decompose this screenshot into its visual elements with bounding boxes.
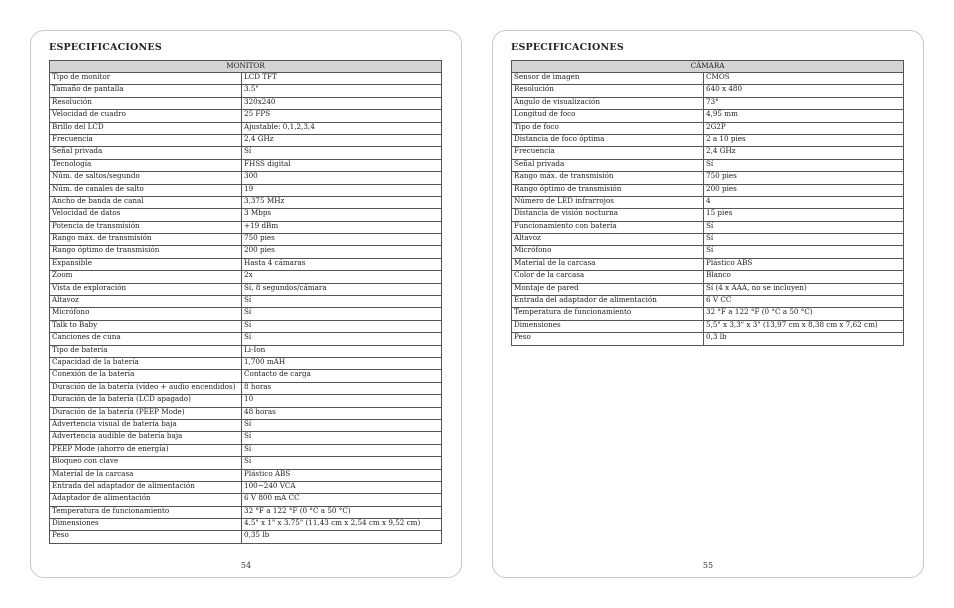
page-number: 54	[240, 561, 252, 570]
spec-value: Sí	[704, 246, 904, 258]
spec-value: Plástico ABS	[704, 258, 904, 270]
spec-value: 2,4 GHz	[242, 134, 442, 146]
spec-label: Distancia de visión nocturna	[512, 209, 704, 221]
spec-label: Ángulo de visualización	[512, 97, 704, 109]
spec-label: Ancho de banda de canal	[50, 196, 242, 208]
table-row	[50, 357, 442, 369]
table-row	[50, 110, 442, 122]
spec-label: Entrada del adaptador de alimentación	[50, 481, 242, 493]
spec-value: Sí	[242, 444, 442, 456]
table-row	[50, 209, 442, 221]
spec-value: 73°	[704, 97, 904, 109]
table-row	[512, 258, 904, 270]
table-row	[50, 271, 442, 283]
table-row	[512, 333, 904, 345]
spec-value: 3,375 MHz	[242, 196, 442, 208]
table-row	[50, 444, 442, 456]
spec-value: 1,700 mAH	[242, 357, 442, 369]
spec-value: 2 a 10 pies	[704, 134, 904, 146]
spec-label: Peso	[512, 333, 704, 345]
spec-value: 0,3 lb	[704, 333, 904, 345]
monitor-spec-table	[49, 60, 442, 544]
spec-label: Núm. de canales de salto	[50, 184, 242, 196]
spec-value: Sí	[242, 432, 442, 444]
spec-value: Plástico ABS	[242, 469, 442, 481]
spec-value: Sí (4 x AAA, no se incluyen)	[704, 283, 904, 295]
spec-label: PEEP Mode (ahorro de energía)	[50, 444, 242, 456]
table-row	[50, 196, 442, 208]
table-row	[50, 246, 442, 258]
spec-label: Color de la carcasa	[512, 271, 704, 283]
spec-value: Sí	[242, 308, 442, 320]
table-row	[512, 73, 904, 85]
table-row	[50, 283, 442, 295]
spec-label: Resolución	[50, 97, 242, 109]
spec-label: Frecuencia	[512, 147, 704, 159]
spec-value: 32 °F a 122 °F (0 °C a 50 °C)	[242, 506, 442, 518]
spec-label: Canciones de cuna	[50, 333, 242, 345]
table-row	[50, 122, 442, 134]
table-row	[50, 85, 442, 97]
spec-value: 2G2P	[704, 122, 904, 134]
spec-value: 8 horas	[242, 382, 442, 394]
table-row	[50, 519, 442, 531]
spec-value: Sí	[242, 333, 442, 345]
table-row	[50, 395, 442, 407]
table-row	[512, 320, 904, 332]
section-title: ESPECIFICACIONES	[511, 42, 624, 53]
spec-value: 0,35 lb	[242, 531, 442, 543]
spec-label: Temperatura de funcionamiento	[512, 308, 704, 320]
spec-label: Sensor de imagen	[512, 73, 704, 85]
spec-label: Velocidad de cuadro	[50, 110, 242, 122]
table-row	[50, 320, 442, 332]
spec-value: 4.5" x 1" x 3.75" (11,43 cm x 2,54 cm x 9,52 cm)	[242, 519, 442, 531]
spec-label: Duración de la batería (video + audio encendidos)	[50, 382, 242, 394]
table-row	[50, 159, 442, 171]
spec-value: Sí, 8 segundos/cámara	[242, 283, 442, 295]
spec-label: Peso	[50, 531, 242, 543]
spec-value: 6 V 800 mA CC	[242, 494, 442, 506]
table-row	[50, 494, 442, 506]
table-row	[512, 246, 904, 258]
spec-label: Altavoz	[50, 296, 242, 308]
table-row	[50, 73, 442, 85]
spec-value: 32 °F a 122 °F (0 °C a 50 °C)	[704, 308, 904, 320]
table-row	[50, 506, 442, 518]
table-row	[512, 159, 904, 171]
table-row	[512, 184, 904, 196]
spec-label: Frecuencia	[50, 134, 242, 146]
spec-value: Hasta 4 cámaras	[242, 258, 442, 270]
spec-label: Rango máx. de transmisión	[50, 234, 242, 246]
spec-label: Núm. de saltos/segundo	[50, 172, 242, 184]
spec-value: 4,95 mm	[704, 110, 904, 122]
spec-value: 300	[242, 172, 442, 184]
spec-label: Advertencia visual de batería baja	[50, 419, 242, 431]
spec-value: FHSS digital	[242, 159, 442, 171]
spec-label: Zoom	[50, 271, 242, 283]
page-right	[492, 30, 924, 578]
table-row	[512, 296, 904, 308]
table-row	[512, 147, 904, 159]
table-row	[512, 85, 904, 97]
table-row	[512, 196, 904, 208]
spec-value: 2x	[242, 271, 442, 283]
spec-value: 5,5" x 3,3" x 3" (13,97 cm x 8,38 cm x 7,62 cm)	[704, 320, 904, 332]
table-row	[50, 457, 442, 469]
table-row	[50, 382, 442, 394]
table-row	[512, 221, 904, 233]
spec-label: Dimensiones	[512, 320, 704, 332]
spec-value: 750 pies	[704, 172, 904, 184]
table-header: MONITOR	[50, 61, 442, 73]
spec-value: 48 horas	[242, 407, 442, 419]
spec-value: Sí	[242, 296, 442, 308]
table-row	[50, 97, 442, 109]
table-row	[512, 234, 904, 246]
spec-label: Micrófono	[512, 246, 704, 258]
page-number: 55	[702, 561, 714, 570]
table-row	[50, 258, 442, 270]
spec-value: 750 pies	[242, 234, 442, 246]
spec-value: 19	[242, 184, 442, 196]
table-row	[50, 469, 442, 481]
spec-label: Tipo de foco	[512, 122, 704, 134]
spec-label: Duración de la batería (PEEP Mode)	[50, 407, 242, 419]
spec-label: Rango óptimo de transmisión	[50, 246, 242, 258]
table-row	[50, 481, 442, 493]
spec-value: Sí	[242, 457, 442, 469]
spec-value: 15 pies	[704, 209, 904, 221]
spec-value: 6 V CC	[704, 296, 904, 308]
spec-label: Dimensiones	[50, 519, 242, 531]
table-row	[512, 122, 904, 134]
spec-label: Montaje de pared	[512, 283, 704, 295]
spec-label: Entrada del adaptador de alimentación	[512, 296, 704, 308]
table-row	[50, 370, 442, 382]
spec-value: 2,4 GHz	[704, 147, 904, 159]
spec-value: 3 Mbps	[242, 209, 442, 221]
spec-value: 4	[704, 196, 904, 208]
spec-value: 100~240 VCA	[242, 481, 442, 493]
table-row	[512, 308, 904, 320]
spec-label: Número de LED infrarrojos	[512, 196, 704, 208]
spec-value: Sí	[704, 234, 904, 246]
spec-value: +19 dBm	[242, 221, 442, 233]
table-row	[512, 134, 904, 146]
spec-label: Advertencia audible de batería baja	[50, 432, 242, 444]
spec-value: 25 FPS	[242, 110, 442, 122]
spec-label: Talk to Baby	[50, 320, 242, 332]
table-row	[50, 531, 442, 543]
table-row	[50, 345, 442, 357]
spec-label: Señal privada	[50, 147, 242, 159]
spec-value: 200 pies	[242, 246, 442, 258]
spec-label: Tipo de monitor	[50, 73, 242, 85]
spec-label: Señal privada	[512, 159, 704, 171]
spec-label: Velocidad de datos	[50, 209, 242, 221]
table-row	[512, 172, 904, 184]
spec-value: CMOS	[704, 73, 904, 85]
spec-label: Rango óptimo de transmisión	[512, 184, 704, 196]
spec-value: Blanco	[704, 271, 904, 283]
spec-value: 200 pies	[704, 184, 904, 196]
table-row	[512, 271, 904, 283]
spec-value: Sí	[242, 320, 442, 332]
spec-value: 320x240	[242, 97, 442, 109]
table-row	[512, 97, 904, 109]
spec-label: Longitud de foco	[512, 110, 704, 122]
table-header: CÁMARA	[512, 61, 904, 73]
spec-label: Capacidad de la batería	[50, 357, 242, 369]
spec-label: Distancia de foco óptima	[512, 134, 704, 146]
spec-label: Resolución	[512, 85, 704, 97]
spec-value: 3.5"	[242, 85, 442, 97]
table-row	[50, 296, 442, 308]
spec-label: Material de la carcasa	[50, 469, 242, 481]
table-row	[50, 407, 442, 419]
spec-label: Material de la carcasa	[512, 258, 704, 270]
spec-label: Bloqueo con clave	[50, 457, 242, 469]
table-row	[50, 147, 442, 159]
spec-label: Tamaño de pantalla	[50, 85, 242, 97]
table-row	[50, 432, 442, 444]
table-row	[50, 333, 442, 345]
spec-value: Contacto de carga	[242, 370, 442, 382]
page-left	[30, 30, 462, 578]
spec-value: Sí	[704, 221, 904, 233]
spec-value: Sí	[242, 419, 442, 431]
spec-label: Expansible	[50, 258, 242, 270]
spec-value: Ajustable: 0,1,2,3,4	[242, 122, 442, 134]
spec-value: Sí	[242, 147, 442, 159]
spec-label: Rango máx. de transmisión	[512, 172, 704, 184]
camera-spec-table	[511, 60, 904, 346]
table-row	[50, 308, 442, 320]
table-row	[50, 234, 442, 246]
table-row	[50, 419, 442, 431]
spec-value: Li-Ion	[242, 345, 442, 357]
spec-label: Conexión de la batería	[50, 370, 242, 382]
table-row	[512, 283, 904, 295]
spec-value: 10	[242, 395, 442, 407]
spec-label: Potencia de transmisión	[50, 221, 242, 233]
table-row	[512, 209, 904, 221]
table-row	[50, 221, 442, 233]
section-title: ESPECIFICACIONES	[49, 42, 162, 53]
spec-label: Tipo de batería	[50, 345, 242, 357]
spec-label: Temperatura de funcionamiento	[50, 506, 242, 518]
table-row	[50, 184, 442, 196]
table-row	[512, 110, 904, 122]
spec-label: Duración de la batería (LCD apagado)	[50, 395, 242, 407]
spec-label: Altavoz	[512, 234, 704, 246]
spec-value: LCD TFT	[242, 73, 442, 85]
spec-label: Adaptador de alimentación	[50, 494, 242, 506]
spec-value: Sí	[704, 159, 904, 171]
spec-label: Vista de exploración	[50, 283, 242, 295]
spec-label: Funcionamiento con batería	[512, 221, 704, 233]
spec-label: Brillo del LCD	[50, 122, 242, 134]
table-row	[50, 134, 442, 146]
spec-label: Micrófono	[50, 308, 242, 320]
spec-value: 640 x 480	[704, 85, 904, 97]
table-row	[50, 172, 442, 184]
spec-label: Tecnología	[50, 159, 242, 171]
